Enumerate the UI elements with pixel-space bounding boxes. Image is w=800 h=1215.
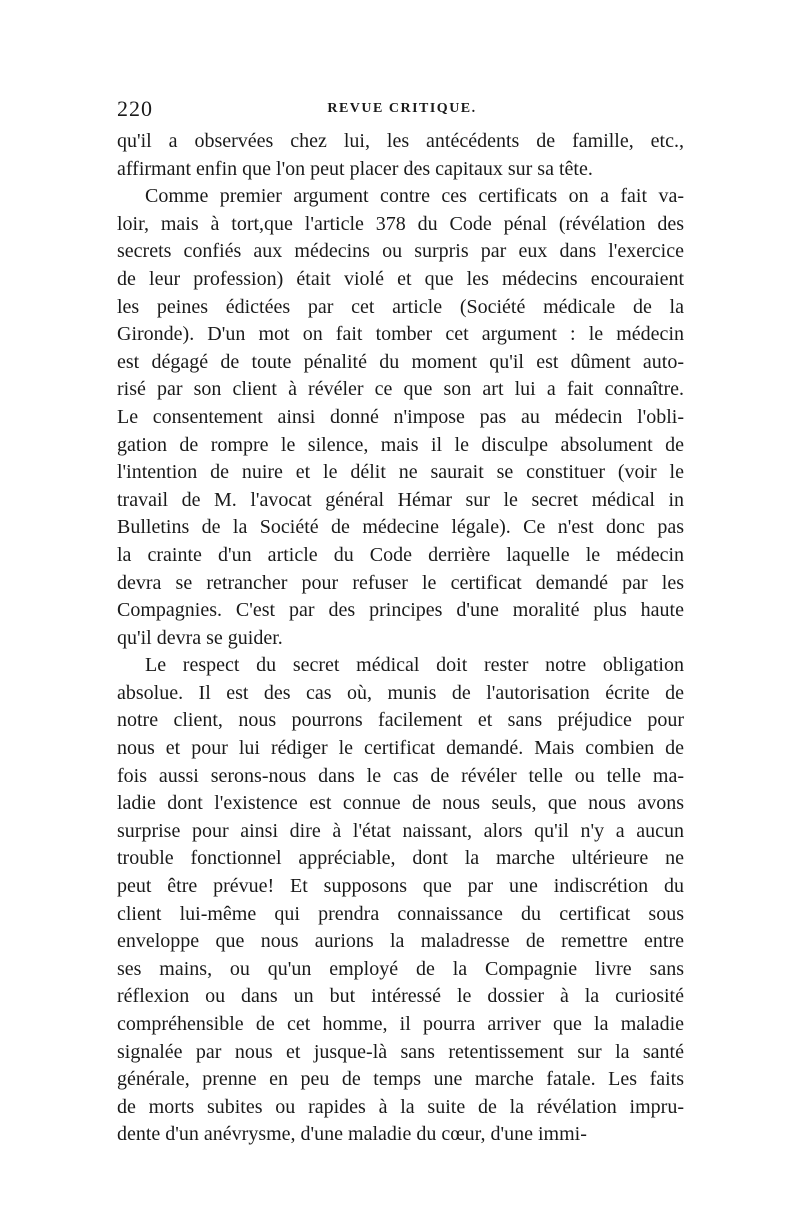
text-line: de leur profession) était violé et que les médecins encouraient [117,267,684,290]
text-line: générale, prenne en peu de temps une marche fatale. Les faits [117,1068,684,1091]
text-line: Le consentement ainsi donné n'impose pas au médecin l'obli- [117,405,684,428]
text-line: gation de rompre le silence, mais il le disculpe absolument de [117,433,684,456]
text-line: secrets confiés aux médecins ou surpris par eux dans l'exercice [117,240,684,263]
text-line: affirmant enfin que l'on peut placer des capitaux sur sa tête. [117,157,593,180]
text-line: peut être prévue! Et supposons que par une indiscrétion du [117,875,684,898]
text-line: signalée par nous et jusque-là sans retentissement sur la santé [117,1040,684,1063]
paragraph [117,652,684,1149]
text-line: Comme premier argument contre ces certificats on a fait va- [145,185,684,208]
text-line: enveloppe que nous aurions la maladresse de remettre entre [117,930,684,953]
paragraph [117,183,684,652]
text-line: la crainte d'un article du Code derrière laquelle le médecin [117,543,684,566]
text-line: risé par son client à révéler ce que son art lui a fait connaître. [117,378,684,401]
paragraph [117,128,684,183]
text-line: travail de M. l'avocat général Hémar sur le secret médical in [117,488,684,511]
text-line: l'intention de nuire et le délit ne saurait se constituer (voir le [117,461,684,484]
text-line: loir, mais à tort,que l'article 378 du Code pénal (révélation des [117,212,684,235]
text-line: les peines édictées par cet article (Société médicale de la [117,295,684,318]
text-line: notre client, nous pourrons facilement et sans préjudice pour [117,709,684,732]
text-line: nous et pour lui rédiger le certificat demandé. Mais combien de [117,737,684,760]
text-line: réflexion ou dans un but intéressé le dossier à la curiosité [117,985,684,1008]
text-line: ses mains, ou qu'un employé de la Compagnie livre sans [117,957,684,980]
text-line: absolue. Il est des cas où, munis de l'autorisation écrite de [117,681,684,704]
text-line: dente d'un anévrysme, d'une maladie du cœur, d'une immi- [117,1123,587,1146]
text-line: qu'il devra se guider. [117,626,283,649]
text-line: fois aussi serons-nous dans le cas de révéler telle ou telle ma- [117,764,684,787]
text-line: Le respect du secret médical doit rester notre obligation [145,654,684,677]
text-line: ladie dont l'existence est connue de nous seuls, que nous avons [117,792,684,815]
text-line: Compagnies. C'est par des principes d'une moralité plus haute [117,599,684,622]
text-line: trouble fonctionnel appréciable, dont la marche ultérieure ne [117,847,684,870]
page-header [117,96,687,126]
text-line: Bulletins de la Société de médecine légale). Ce n'est donc pas [117,516,684,539]
text-line: est dégagé de toute pénalité du moment qu'il est dûment auto- [117,350,684,373]
text-line: qu'il a observées chez lui, les antécédents de famille, etc., [117,130,684,152]
running-title: REVUE CRITIQUE. [327,101,477,116]
text-line: compréhensible de cet homme, il pourra arriver que la maladie [117,1013,684,1035]
body-text [117,128,684,1149]
text-line: de morts subites ou rapides à la suite de la révélation impru- [117,1095,684,1118]
text-line: devra se retrancher pour refuser le certificat demandé par les [117,571,684,594]
page-number: 220 [117,96,153,121]
text-line: surprise pour ainsi dire à l'état naissant, alors qu'il n'y a aucun [117,819,684,842]
text-line: Gironde). D'un mot on fait tomber cet argument : le médecin [117,323,684,346]
text-line: client lui-même qui prendra connaissance du certificat sous [117,902,684,925]
